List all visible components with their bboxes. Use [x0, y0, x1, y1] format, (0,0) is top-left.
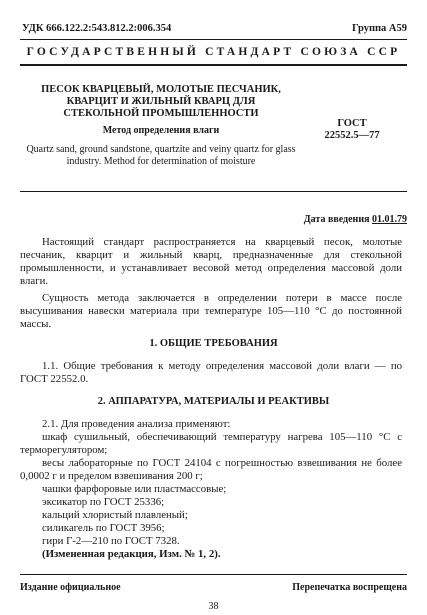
section-2-intro: 2.1. Для проведения анализа применяют:: [42, 418, 231, 430]
list-item: гири Г-2—210 по ГОСТ 7328.: [42, 535, 180, 547]
amendment-note: (Измененная редакция, Изм. № 1, 2).: [42, 548, 221, 560]
effective-date-value: 01.01.79: [372, 214, 407, 225]
gost-code: 22552.5—77: [324, 130, 380, 141]
standard-header: ГОСУДАРСТВЕННЫЙ СТАНДАРТ СОЮЗА ССР: [26, 46, 401, 58]
list-item: силикагель по ГОСТ 3956;: [42, 522, 165, 534]
header-rule: [20, 64, 407, 66]
official-edition-label: Издание официальное: [20, 582, 121, 593]
list-item: эксикатор по ГОСТ 25336;: [42, 496, 165, 508]
reprint-notice: Перепечатка воспрещена: [292, 582, 407, 593]
list-item: чашки фарфоровые или пластмассовые;: [42, 483, 227, 495]
udk-code: УДК 666.122.2:543.812.2:006.354: [22, 23, 172, 34]
intro-paragraph-2: Сущность метода заключается в определении потери в массе после высушивания навески материала при температуре 105—110 °С до постоянной массы.: [20, 292, 402, 331]
list-item: шкаф сушильный, обеспечивающий температуру нагрева 105—110 °С с терморегулятором;: [20, 431, 402, 457]
section-1-heading: 1. ОБЩИЕ ТРЕБОВАНИЯ: [149, 338, 278, 349]
gost-number: [312, 118, 392, 142]
section-2-heading: 2. АППАРАТУРА, МАТЕРИАЛЫ И РЕАКТИВЫ: [97, 396, 330, 407]
list-item: кальций хлористый плавленый;: [42, 509, 188, 521]
gost-label: ГОСТ: [337, 118, 367, 129]
english-title: Quartz sand, ground sandstone, quartzite and veiny quartz for glass industry. Method for determination of moisture: [26, 144, 296, 167]
title-rule: [20, 191, 407, 192]
section-1-text: 1.1. Общие требования к методу определения массовой доли влаги — по ГОСТ 22552.0.: [20, 360, 402, 386]
effective-date: [304, 214, 407, 225]
top-rule: [20, 39, 407, 40]
group-code: Группа А59: [351, 23, 407, 34]
intro-paragraph-1: Настоящий стандарт распространяется на кварцевый песок, молотые песчаник, кварцит и жильный кварц, предназначенные для стекольной промышленности, и устанавливает весовой метод определения массовой доли влаги.: [20, 236, 402, 288]
document-title: ПЕСОК КВАРЦЕВЫЙ, МОЛОТЫЕ ПЕСЧАНИК, КВАРЦИТ И ЖИЛЬНЫЙ КВАРЦ ДЛЯ СТЕКОЛЬНОЙ ПРОМЫШЛЕННОСТИ: [41, 84, 281, 119]
effective-date-label: Дата введения: [303, 214, 370, 225]
list-item: весы лабораторные по ГОСТ 24104 с погрешностью взвешивания не более 0,0002 г и пределом взвешивания 200 г;: [20, 457, 402, 483]
method-subtitle: Метод определения влаги: [102, 125, 220, 136]
page-number: 38: [208, 601, 219, 612]
footer-rule: [20, 574, 407, 575]
